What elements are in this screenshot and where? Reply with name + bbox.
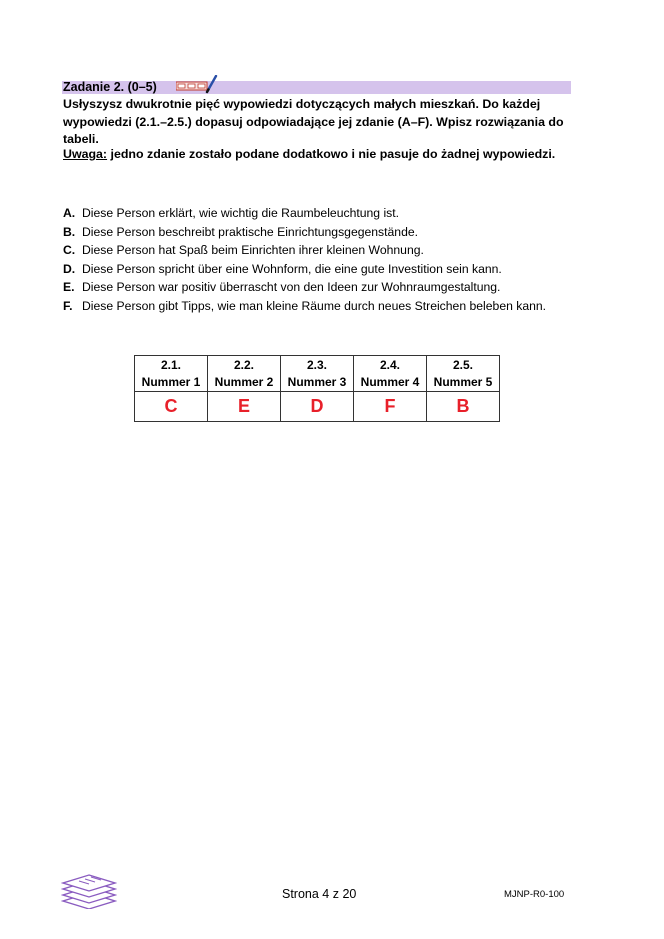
option-text: Diese Person hat Spaß beim Einrichten ihrer kleinen Wohnung.	[82, 243, 424, 258]
task-title: Zadanie 2. (0–5)	[63, 80, 157, 94]
column-label: Nummer 1	[141, 374, 201, 389]
option-a	[63, 204, 546, 223]
column-header-2-5	[427, 356, 500, 392]
task-instructions: Usłyszysz dwukrotnie pięć wypowiedzi dotyczących małych mieszkań. Do każdej wypowiedzi (2.1.–2.5.) dopasuj odpowiadające jej zdanie (A–F). Wpisz rozwiązania do tabeli.	[63, 97, 564, 146]
answer-cell-2-5[interactable]: B	[427, 392, 500, 422]
task-note	[63, 146, 555, 163]
option-letter: E.	[63, 280, 75, 295]
column-label: Nummer 3	[287, 374, 347, 389]
column-header-2-3	[281, 356, 354, 392]
option-letter: F.	[63, 298, 73, 313]
option-letter: B.	[63, 224, 76, 239]
option-text: Diese Person war positiv überrascht von den Ideen zur Wohnraumgestaltung.	[82, 280, 501, 295]
option-e	[63, 278, 546, 297]
cke-stacked-pages-icon	[61, 873, 117, 909]
answer-cell-2-1[interactable]: C	[135, 392, 208, 422]
answer-table-header-row	[135, 356, 500, 392]
answer-cell-2-4[interactable]: F	[354, 392, 427, 422]
page-number: Strona 4 z 20	[282, 887, 357, 901]
document-code: MJNP-R0-100	[504, 889, 565, 900]
audio-recording-icon	[176, 75, 218, 95]
option-letter: C.	[63, 243, 76, 258]
column-header-2-4	[354, 356, 427, 392]
option-letter: A.	[63, 206, 76, 220]
option-text: Diese Person beschreibt praktische Einrichtungsgegenstände.	[82, 224, 419, 239]
option-d	[63, 260, 546, 279]
answer-table	[134, 355, 500, 422]
answer-cell-2-2[interactable]: E	[208, 392, 281, 422]
option-text: Diese Person gibt Tipps, wie man kleine Räume durch neues Streichen beleben kann.	[82, 298, 547, 313]
column-label: Nummer 5	[433, 374, 493, 389]
column-number: 2.5.	[452, 357, 473, 372]
option-text: Diese Person spricht über eine Wohnform, die eine gute Investition sein kann.	[82, 261, 502, 276]
column-number: 2.1.	[160, 357, 181, 372]
column-number: 2.4.	[379, 357, 400, 372]
option-c	[63, 241, 546, 260]
options-list	[63, 204, 546, 316]
note-label: Uwaga:	[63, 147, 108, 161]
option-f	[63, 297, 546, 316]
option-letter: D.	[63, 261, 76, 276]
column-number: 2.2.	[233, 357, 254, 372]
answer-table-answer-row	[135, 392, 500, 422]
column-header-2-2	[208, 356, 281, 392]
option-b	[63, 223, 546, 242]
column-label: Nummer 2	[214, 374, 274, 389]
column-label: Nummer 4	[360, 374, 420, 389]
column-header-2-1	[135, 356, 208, 392]
option-text: Diese Person erklärt, wie wichtig die Raumbeleuchtung ist.	[82, 206, 400, 220]
column-number: 2.3.	[306, 357, 327, 372]
pencil-icon	[207, 76, 216, 92]
answer-cell-2-3[interactable]: D	[281, 392, 354, 422]
note-text: jedno zdanie zostało podane dodatkowo i nie pasuje do żadnej wypowiedzi.	[107, 147, 556, 161]
